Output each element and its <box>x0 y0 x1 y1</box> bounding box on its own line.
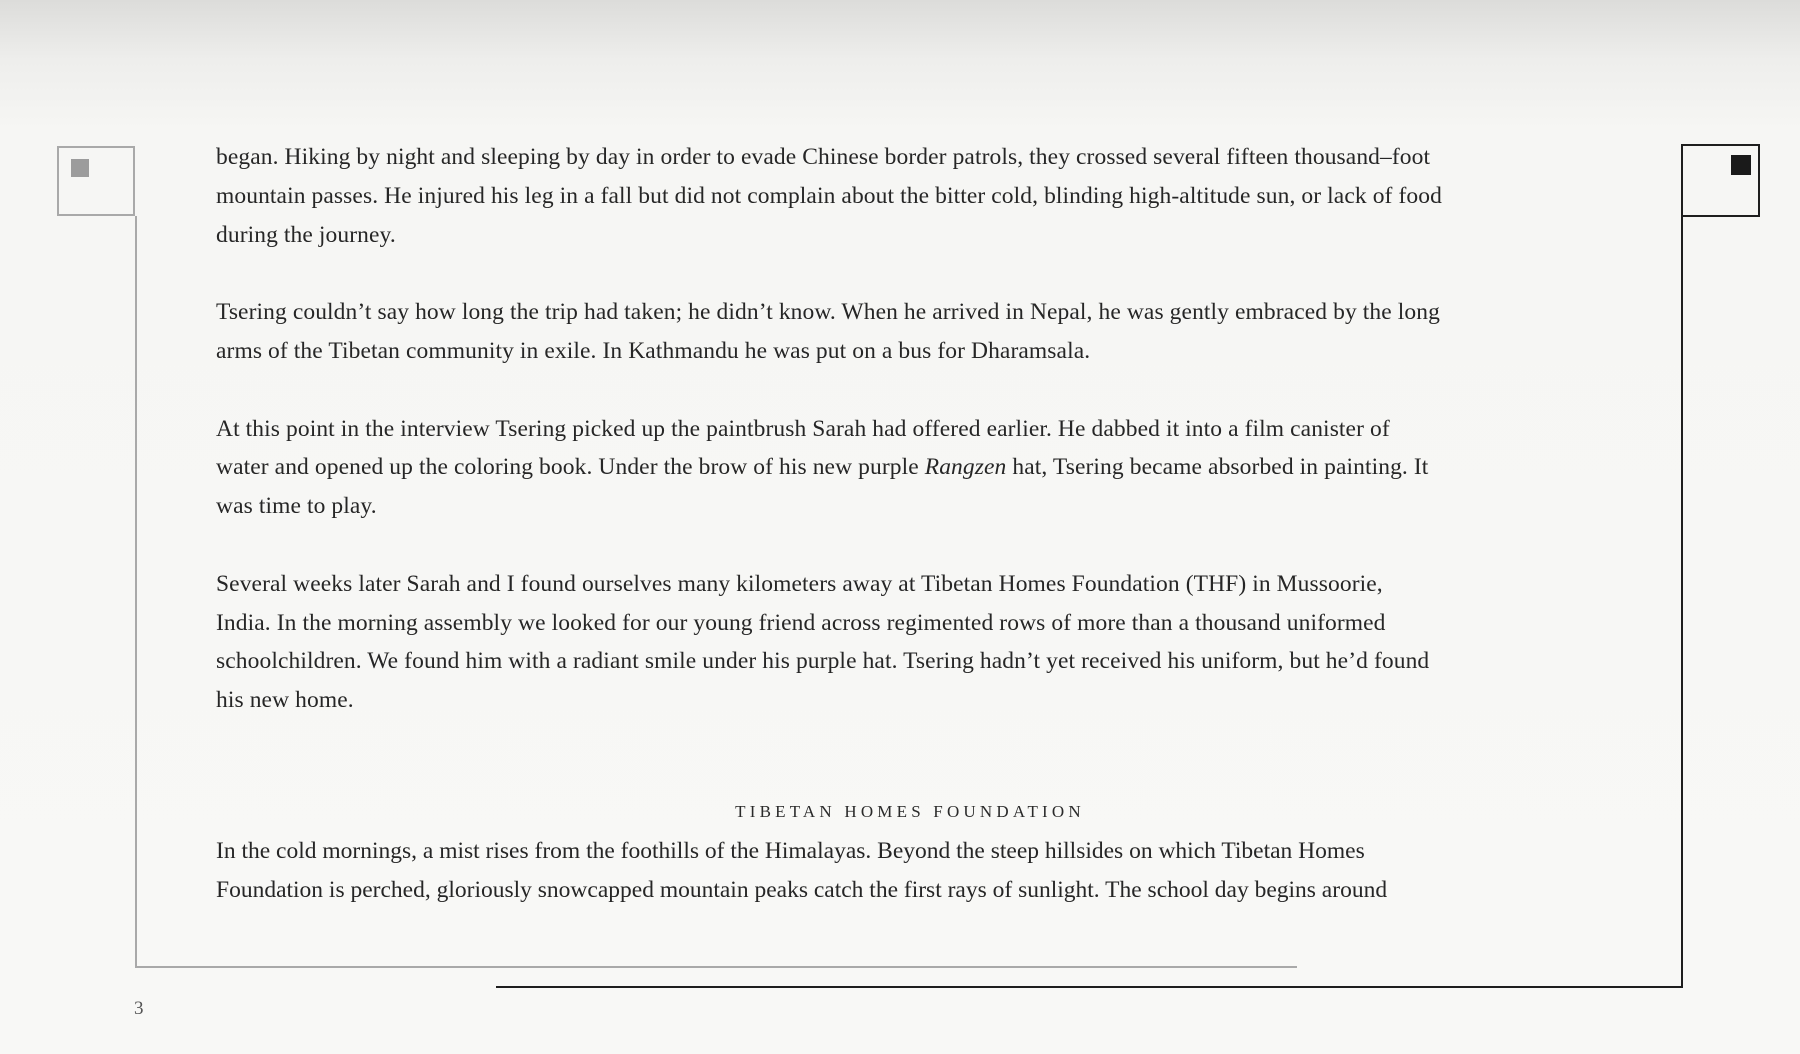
left-frame-bottom-line <box>135 966 1297 968</box>
text-line: during the journey. <box>216 221 396 248</box>
right-frame-vertical-line <box>1681 215 1683 988</box>
italic-hat-name: Rangzen <box>924 454 1007 481</box>
right-frame-bottom-line <box>496 986 1683 988</box>
black-square-ornament <box>1731 155 1751 175</box>
text-line: schoolchildren. We found him with a radiant smile under his purple hat. Tsering hadn’t yet received his uniform, but he’d found <box>216 648 1430 675</box>
page-number: 3 <box>134 998 144 1019</box>
left-frame-box <box>57 146 135 216</box>
paragraph-journey <box>216 138 1616 254</box>
text-line: was time to play. <box>216 493 377 520</box>
text-fragment: water and opened up the coloring book. Under the brow of his new purple <box>216 454 925 481</box>
left-frame-vertical-line <box>135 216 137 968</box>
text-line: arms of the Tibetan community in exile. In Kathmandu he was put on a bus for Dharamsala. <box>216 337 1091 364</box>
text-line: Foundation is perched, gloriously snowcapped mountain peaks catch the first rays of sunlight. The school day begins around <box>216 876 1388 903</box>
text-line: Tsering couldn’t say how long the trip had taken; he didn’t know. When he arrived in Nepal, he was gently embraced by the long <box>216 299 1440 326</box>
paragraph-mussoorie <box>216 565 1616 720</box>
paragraph-arrival <box>216 293 1616 371</box>
section-heading: TIBETAN HOMES FOUNDATION <box>735 802 1085 821</box>
text-line: mountain passes. He injured his leg in a fall but did not complain about the bitter cold, blinding high-altitude sun, or lack of food <box>216 182 1442 209</box>
paragraph-painting <box>216 410 1616 526</box>
paragraph-thf-intro <box>216 832 1616 910</box>
text-line: began. Hiking by night and sleeping by day in order to evade Chinese border patrols, they crossed several fifteen thousand–foot <box>216 144 1431 170</box>
text-line: In the cold mornings, a mist rises from the foothills of the Himalayas. Beyond the steep hillsides on which Tibetan Homes <box>216 838 1365 864</box>
text-fragment: hat, Tsering became absorbed in painting. It <box>1006 454 1429 481</box>
text-line: India. In the morning assembly we looked for our young friend across regimented rows of more than a thousand uniformed <box>216 609 1386 636</box>
body-text <box>216 138 1616 720</box>
text-line: Several weeks later Sarah and I found ourselves many kilometers away at Tibetan Homes Foundation (THF) in Mussoorie, <box>216 570 1383 597</box>
gray-square-ornament <box>71 159 89 177</box>
text-line: At this point in the interview Tsering picked up the paintbrush Sarah had offered earlier. He dabbed it into a film canister of <box>216 415 1390 442</box>
text-line: his new home. <box>216 687 354 714</box>
